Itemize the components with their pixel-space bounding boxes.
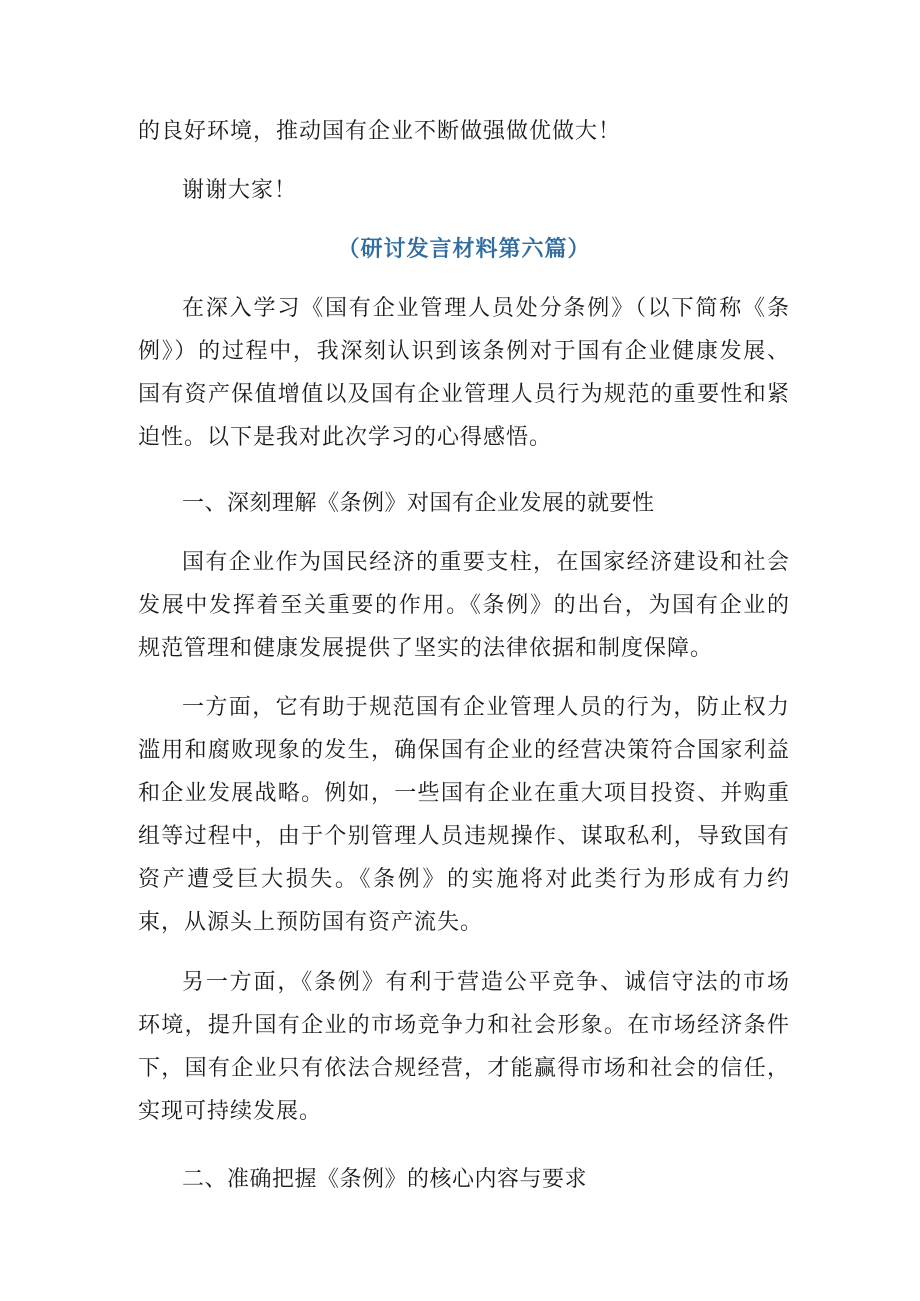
- body-paragraph-3: 另一方面，《条例》有利于营造公平竞争、诚信守法的市场环境，提升国有企业的市场竞争力和社会形象。在市场经济条件下，国有企业只有依法合规经营，才能赢得市场和社会的信任，实现可持续发展。: [138, 970, 790, 1124]
- section-heading-1: 一、深刻理解《条例》对国有企业发展的就要性: [182, 491, 655, 516]
- body-paragraph-2: 一方面，它有助于规范国有企业管理人员的行为，防止权力滥用和腐败现象的发生，确保国有企业的经营决策符合国家利益和企业发展战略。例如，一些国有企业在重大项目投资、并购重组等过程中，由于个别管理人员违规操作、谋取私利，导致国有资产遭受巨大损失。《条例》的实施将对此类行为形成有力约束，从源头上预防国有资产流失。: [138, 695, 790, 935]
- intro-paragraph: 在深入学习《国有企业管理人员处分条例》（以下简称《条例》）的过程中，我深刻认识到该条例对于国有企业健康发展、国有资产保值增值以及国有企业管理人员行为规范的重要性和紧迫性。以下是我对此次学习的心得感悟。: [138, 296, 790, 450]
- closing-line: 谢谢大家！: [182, 178, 298, 203]
- section-subtitle: （研讨发言材料第六篇）: [337, 236, 591, 262]
- body-paragraph-1: 国有企业作为国民经济的重要支柱，在国家经济建设和社会发展中发挥着至关重要的作用。《条例》的出台，为国有企业的规范管理和健康发展提供了坚实的法律依据和制度保障。: [138, 550, 790, 661]
- section-heading-2: 二、准确把握《条例》的核心内容与要求: [182, 1167, 588, 1192]
- continuation-paragraph: 的良好环境，推动国有企业不断做强做优做大！: [138, 119, 622, 144]
